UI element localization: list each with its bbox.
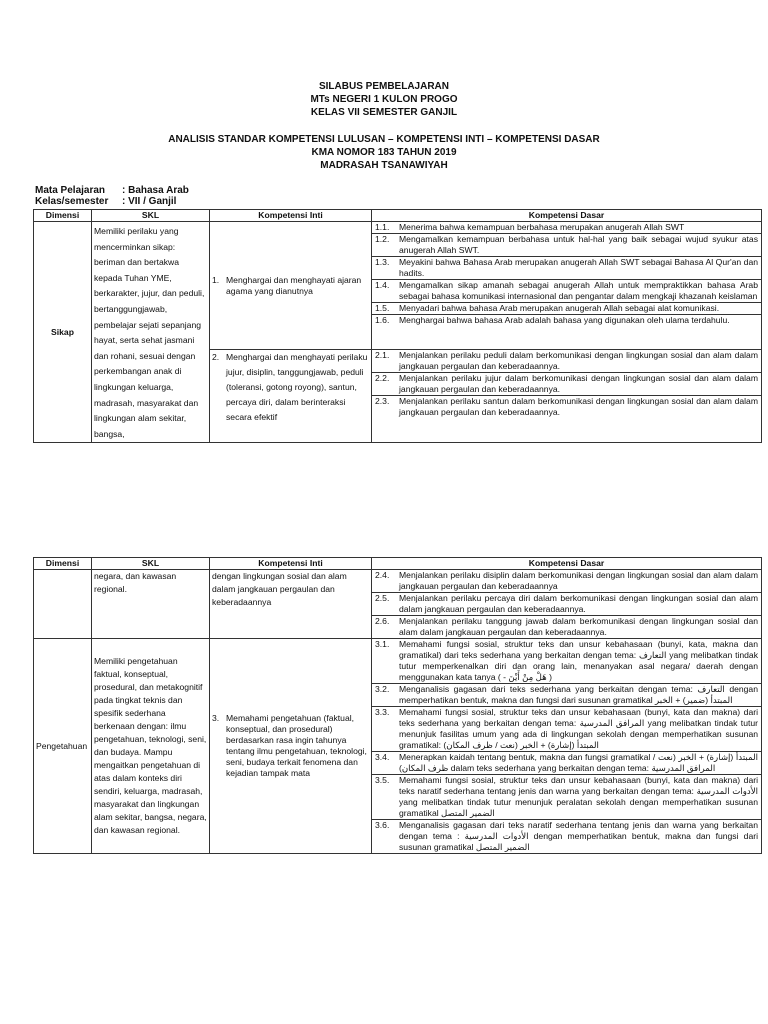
header-line-1: SILABUS PEMBELAJARAN (318, 81, 449, 92)
col-header-dimensi: Dimensi (34, 558, 92, 570)
kelas-label: Kelas/semester (35, 196, 109, 207)
list-item: 2.2. Menjalankan perilaku jujur dalam berkomunikasi dengan lingkungan sosial dan alam dalam jangkauan pergaulan dan keberadaannya. (372, 373, 761, 396)
header-line-2: MTs NEGERI 1 KULON PROGO (310, 94, 458, 105)
list-item: 2.6. Menjalankan perilaku tanggung jawab dalam berkomunikasi dengan lingkungan sosial dan alam dalam jangkauan pergaulan dan keberadaannya. (375, 616, 758, 637)
table-row (34, 222, 762, 350)
list-item: 3.5. Memahami fungsi sosial, struktur teks dan unsur kebahasaan (bunyi, kata dan makna) dari teks naratif sederhana tentang jenis dan warna yang berkaitan dengan tema: الأدوات المدرسية yang melibatkan tindak tutur menunjuk peralatan sekolah dengan memperhatikan susunan gramatikal الضمير المتصل (372, 775, 761, 820)
skl-continued: negara, dan kawasan regional. (92, 570, 210, 639)
kd-list-3 (372, 639, 762, 854)
list-item: 3.1. Memahami fungsi sosial, struktur teks dan unsur kebahasaan (bunyi, kata, makna dan gramatikal) dari teks sederhana yang berkaitan dengan tema: التعارف yang melibatkan tindak tutur memperkenalkan diri dan orang lain, menanyakan asal negara/ daerah dengan menggunakan kata tanya ( - هَلْ مِنْ أَيْنَ ) (372, 639, 761, 684)
col-header-skl: SKL (92, 210, 210, 222)
ki-1: 1. Menghargai dan menghayati ajaran agama yang dianutnya (210, 222, 372, 350)
table-header-row (34, 558, 762, 570)
list-item: 2.3. Menjalankan perilaku santun dalam berkomunikasi dengan lingkungan sosial dan alam dalam jangkauan pergaulan dan keberadaannya. (375, 396, 758, 418)
col-header-kd: Kompetensi Dasar (372, 210, 762, 222)
competency-table-2 (33, 557, 762, 854)
list-item: 3.6. Menganalisis gagasan dari teks naratif sederhana tentang jenis dan warna yang berkaitan dengan tema : الأدوات المدرسية dengan memperhatikan bentuk, makna dan fungsi dari susunan gramatikal الضمير المتصل (375, 820, 758, 852)
ki-3: 3. Memahami pengetahuan (faktual, konseptual, dan prosedural) berdasarkan rasa ingin tahunya tentang ilmu pengetahuan, teknologi, seni, budaya terkait fenomena dan kejadian tampak mata (210, 639, 372, 854)
col-header-kd: Kompetensi Dasar (372, 558, 762, 570)
col-header-ki: Kompetensi Inti (210, 558, 372, 570)
kd-list-continued (372, 570, 762, 639)
list-item: 3.2. Menganalisis gagasan dari teks sederhana yang berkaitan dengan tema: التعارف dengan memperhatikan bentuk, makna dan fungsi dari susunan gramatikal المبتدأ (ضمير) + الخبر (372, 684, 761, 707)
mapel-value: : Bahasa Arab (122, 185, 189, 196)
kd-list-1 (372, 222, 762, 350)
kd-list-2 (372, 350, 762, 443)
ki-2: 2. Menghargai dan menghayati perilaku jujur, disiplin, tanggungjawab, peduli (toleransi, gotong royong), santun, percaya diri, dalam berinteraksi secara efektif (210, 350, 372, 443)
list-item: 1.6. Menghargai bahwa bahasa Arab adalah bahasa yang digunakan oleh ulama terdahulu. (375, 315, 730, 325)
header-line-4: ANALISIS STANDAR KOMPETENSI LULUSAN – KOMPETENSI INTI – KOMPETENSI DASAR (168, 134, 600, 145)
list-item: 3.3. Memahami fungsi sosial, struktur teks dan unsur kebahasaan (bunyi, kata dan makna) dari teks sederhana yang berkaitan dengan tema: المرافق المدرسية yang melibatkan tindak tutur menunjuk fasilitas umum yang ada di lingkungan sekolah dengan memperhatikan susunan gramatikal: المبتدأ (إشارة) + الخبر (نعت / ظرف المكان) (372, 707, 761, 752)
list-item: 2.5. Menjalankan perilaku percaya diri dalam berkomunikasi dengan lingkungan sosial dan alam dalam jangkauan pergaulan dan keberadaannya. (372, 593, 761, 616)
dimensi-pengetahuan: Pengetahuan (34, 639, 92, 854)
list-item: 1.2. Mengamalkan kemampuan berbahasa untuk hal-hal yang baik sebagai wujud syukur atas anugerah Allah SWT. (372, 234, 761, 257)
col-header-dimensi: Dimensi (34, 210, 92, 222)
list-item: 1.3. Meyakini bahwa Bahasa Arab merupakan anugerah Allah SWT sebagai Bahasa Al Qur'an dan hadits. (372, 257, 761, 280)
list-item: 2.1. Menjalankan perilaku peduli dalam berkomunikasi dengan lingkungan sosial dan alam dalam jangkauan pergaulan dan keberadaannya. (372, 350, 761, 373)
list-item: 1.5. Menyadari bahwa bahasa Arab merupakan anugerah Allah sebagai alat komunikasi. (372, 303, 761, 315)
header-line-3: KELAS VII SEMESTER GANJIL (310, 107, 458, 118)
competency-table-1 (33, 209, 762, 443)
skl-pengetahuan: Memiliki pengetahuan faktual, konseptual, prosedural, dan metakognitif pada tingkat teknis dan spesifik sederhana berkenaan dengan: ilmu pengetahuan, teknologi, seni, dan budaya. Mampu mengaitkan pengetahuan di atas dalam konteks diri sendiri, keluarga, madrasah, masyarakat dan lingkungan alam sekitar, bangsa, negara, dan kawasan regional. (92, 639, 210, 854)
list-item: 3.4. Menerapkan kaidah tentang bentuk, makna dan fungsi gramatikal المبتدأ (إشارة) + الخبر (نعت / ظرف المكان) dalam teks sederhana yang berkaitan dengan tema: المرافق المدرسية (372, 752, 761, 775)
subject-meta (35, 185, 189, 207)
dimensi-continued (34, 570, 92, 639)
document-header (0, 80, 768, 172)
kelas-value: : VII / Ganjil (122, 196, 177, 207)
table-row (34, 639, 762, 854)
ki-continued: dengan lingkungan sosial dan alam dalam jangkauan pergaulan dan keberadaannya (210, 570, 372, 639)
col-header-skl: SKL (92, 558, 210, 570)
list-item: 1.1. Menerima bahwa kemampuan berbahasa merupakan anugerah Allah SWT (372, 222, 761, 234)
col-header-ki: Kompetensi Inti (210, 210, 372, 222)
header-line-5: KMA NOMOR 183 TAHUN 2019 (311, 147, 457, 158)
table-row (34, 570, 762, 639)
dimensi-sikap: Sikap (34, 222, 92, 443)
header-line-6: MADRASAH TSANAWIYAH (320, 160, 448, 171)
table-header-row (34, 210, 762, 222)
skl-sikap: Memiliki perilaku yang mencerminkan sikap: beriman dan bertakwa kepada Tuhan YME, berkarakter, jujur, dan peduli, bertanggungjawab, pembelajar sejati sepanjang hayat, serta sehat jasmani dan rohani, sesuai dengan perkembangan anak di lingkungan keluarga, madrasah, masyarakat dan lingkungan alam sekitar, bangsa, (92, 222, 210, 443)
list-item: 1.4. Mengamalkan sikap amanah sebagai anugerah Allah untuk mempraktikkan bahasa Arab sebagai bahasa komunikasi internasional dan pengantar dalam mengkaji khazanah keislaman (372, 280, 761, 303)
list-item: 2.4. Menjalankan perilaku disiplin dalam berkomunikasi dengan lingkungan sosial dan alam dalam jangkauan pergaulan dan keberadaannya (372, 570, 761, 593)
mapel-label: Mata Pelajaran (35, 185, 106, 196)
